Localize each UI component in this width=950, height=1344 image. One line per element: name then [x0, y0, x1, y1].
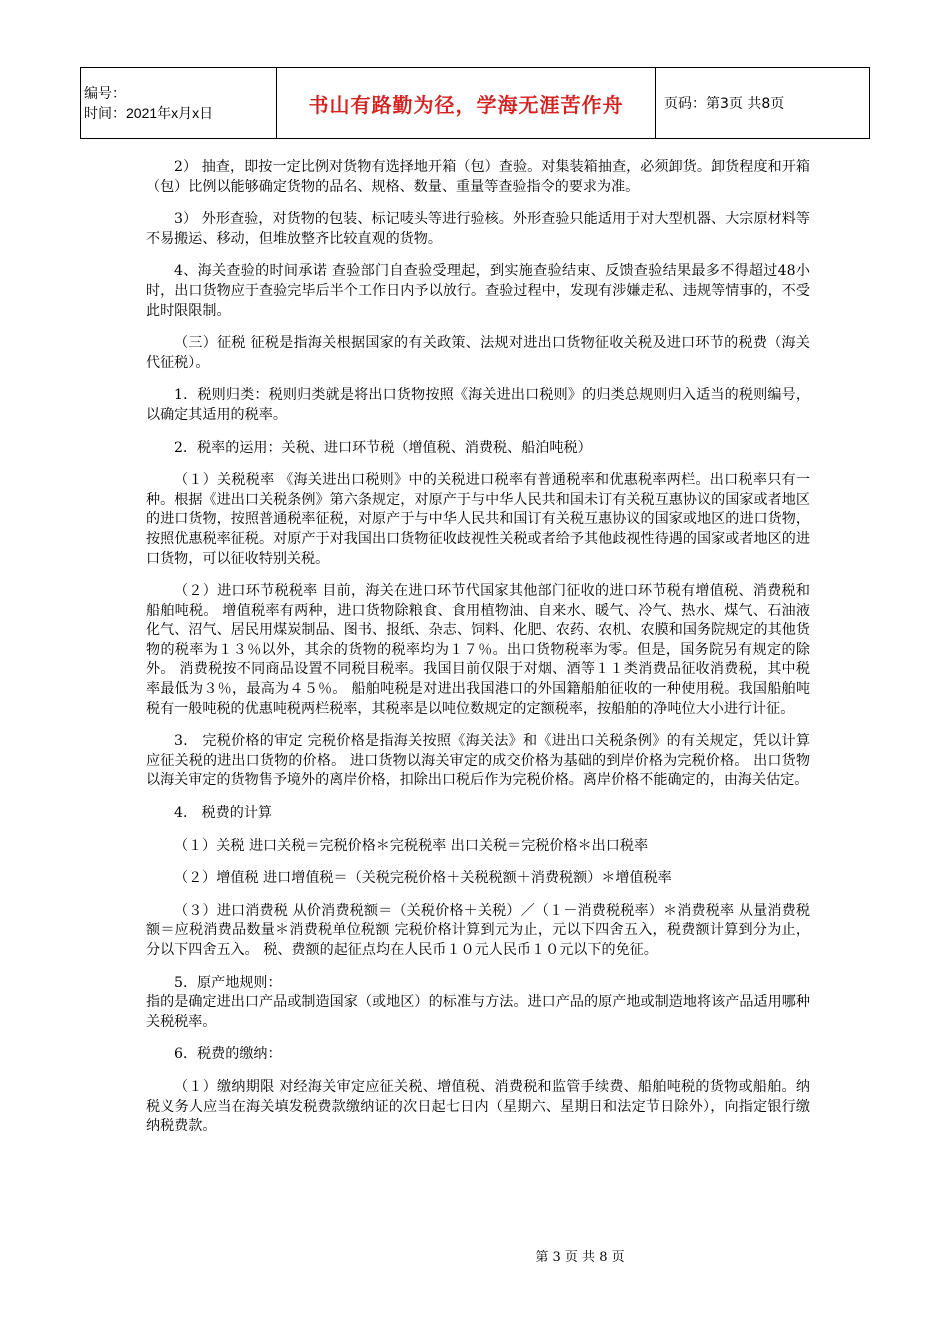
- paragraph: （１）关税 进口关税＝完税价格＊完税税率 出口关税＝完税价格＊出口税率: [174, 837, 649, 854]
- paragraph: 6．税费的缴纳：: [174, 1046, 282, 1063]
- document-body: [146, 158, 810, 1150]
- paragraph: 3） 外形查验，对货物的包装、标记唛头等进行验核。外形查验只能适用于对大型机器、大宗原材料等不易搬运、移动，但堆放整齐比较直观的货物。: [146, 211, 810, 247]
- paragraph: 2） 抽查，即按一定比例对货物有选择地开箱（包）查验。对集装箱抽查，必须卸货。卸货程度和开箱（包）比例以能够确定货物的品名、规格、数量、重量等查验指令的要求为准。: [146, 159, 810, 195]
- header-info-cell: [81, 68, 277, 139]
- paragraph: 1．税则归类：税则归类就是将出口货物按照《海关进出口税则》的归类总规则归入适当的税则编号，以确定其适用的税率。: [146, 387, 810, 423]
- paragraph: 4． 税费的计算: [174, 805, 273, 822]
- paragraph: （３）进口消费税 从价消费税额＝（关税价格＋关税）／（１－消费税税率）＊消费税率 从量消费税额＝应税消费品数量＊消费税单位税额 完税价格计算到元为止，元以下四舍五入，税费额计算到分为止，分以下四舍五入。 税、费额的起征点均在人民币１０元人民币１０元以下的免征。: [146, 902, 810, 958]
- footer-page-number: 第 3 页 共 8 页: [535, 1250, 625, 1265]
- paragraph: （２）增值税 进口增值税＝（关税完税价格＋关税税额＋消费税额）＊增值税率: [174, 870, 672, 887]
- paragraph: （２）进口环节税税率 目前，海关在进口环节代国家其他部门征收的进口环节税有增值税、消费税和船舶吨税。 增值税率有两种，进口货物除粮食、食用植物油、自来水、暖气、冷气、热水、煤气、石油液化气、沼气、居民用煤炭制品、图书、报纸、杂志、饲料、化肥、农药、农机、农膜和国务院规定的其他货物的税率为１３％以外，其余的货物的税率均为１７％。出口货物税率为零。但是，国务院另有规定的除外。 消费税按不同商品设置不同税目税率。我国目前仅限于对烟、酒等１１类消费品征收消费税，其中税率最低为３％，最高为４５％。 船舶吨税是对进出我国港口的外国籍船舶征收的一种使用税。我国船舶吨税有一般吨税的优惠吨税两栏税率，其税率是以吨位数规定的定额税率，按船舶的净吨位大小进行计征。: [146, 583, 810, 717]
- page-footer: [0, 1246, 950, 1265]
- paragraph: （三）征税 征税是指海关根据国家的有关政策、法规对进出口货物征收关税及进口环节的税费（海关代征税）。: [146, 335, 810, 371]
- header-table: [80, 67, 870, 139]
- paragraph: 3． 完税价格的审定 完税价格是指海关按照《海关法》和《进出口关税条例》的有关规定，凭以计算应征关税的进出口货物的价格。 进口货物以海关审定的成交价格为基础的到岸价格为完税价格。 出口货物以海关审定的货物售予境外的离岸价格，扣除出口税后作为完税价格。离岸价格不能确定的，由海关估定。: [146, 733, 810, 789]
- paragraph: 4、海关查验的时间承诺 查验部门自查验受理起，到实施查验结束、反馈查验结果最多不得超过48小时，出口货物应于查验完毕后半个工作日内予以放行。查验过程中，发现有涉嫌走私、违规等情事的，不受此时限限制。: [146, 263, 810, 319]
- paragraph: 5．原产地规则：: [174, 974, 282, 991]
- document-time-label: 时间：2021年x月x日: [84, 105, 214, 121]
- paragraph: 指的是确定进出口产品或制造国家（或地区）的标准与方法。进口产品的原产地或制造地将该产品适用哪种关税税率。: [146, 994, 810, 1030]
- paragraph: （１）关税税率 《海关进出口税则》中的关税进口税率有普通税率和优惠税率两栏。出口税率只有一种。根据《进出口关税条例》第六条规定，对原产于与中华人民共和国未订有关税互惠协议的国家或者地区的进口货物，按照普通税率征税，对原产于与中华人民共和国订有关税互惠协议的国家或地区的进口货物，按照优惠税率征税。对原产于对我国出口货物征收歧视性关税或者给予其他歧视性待遇的国家或者地区的进口货物，可以征收特别关税。: [146, 472, 810, 567]
- paragraph: （１）缴纳期限 对经海关审定应征关税、增值税、消费税和监管手续费、船舶吨税的货物或船舶。纳税义务人应当在海关填发税费款缴纳证的次日起七日内（星期六、星期日和法定节日除外），向指定银行缴纳税费款。: [146, 1078, 810, 1135]
- paragraph: 2．税率的运用：关税、进口环节税（增值税、消费税、船泊吨税）: [174, 439, 592, 456]
- header-page-label: 页码：第3页 共8页: [656, 68, 870, 139]
- header-motto: 书山有路勤为径，学海无涯苦作舟: [277, 68, 656, 139]
- document-number-label: 编号：: [84, 85, 126, 101]
